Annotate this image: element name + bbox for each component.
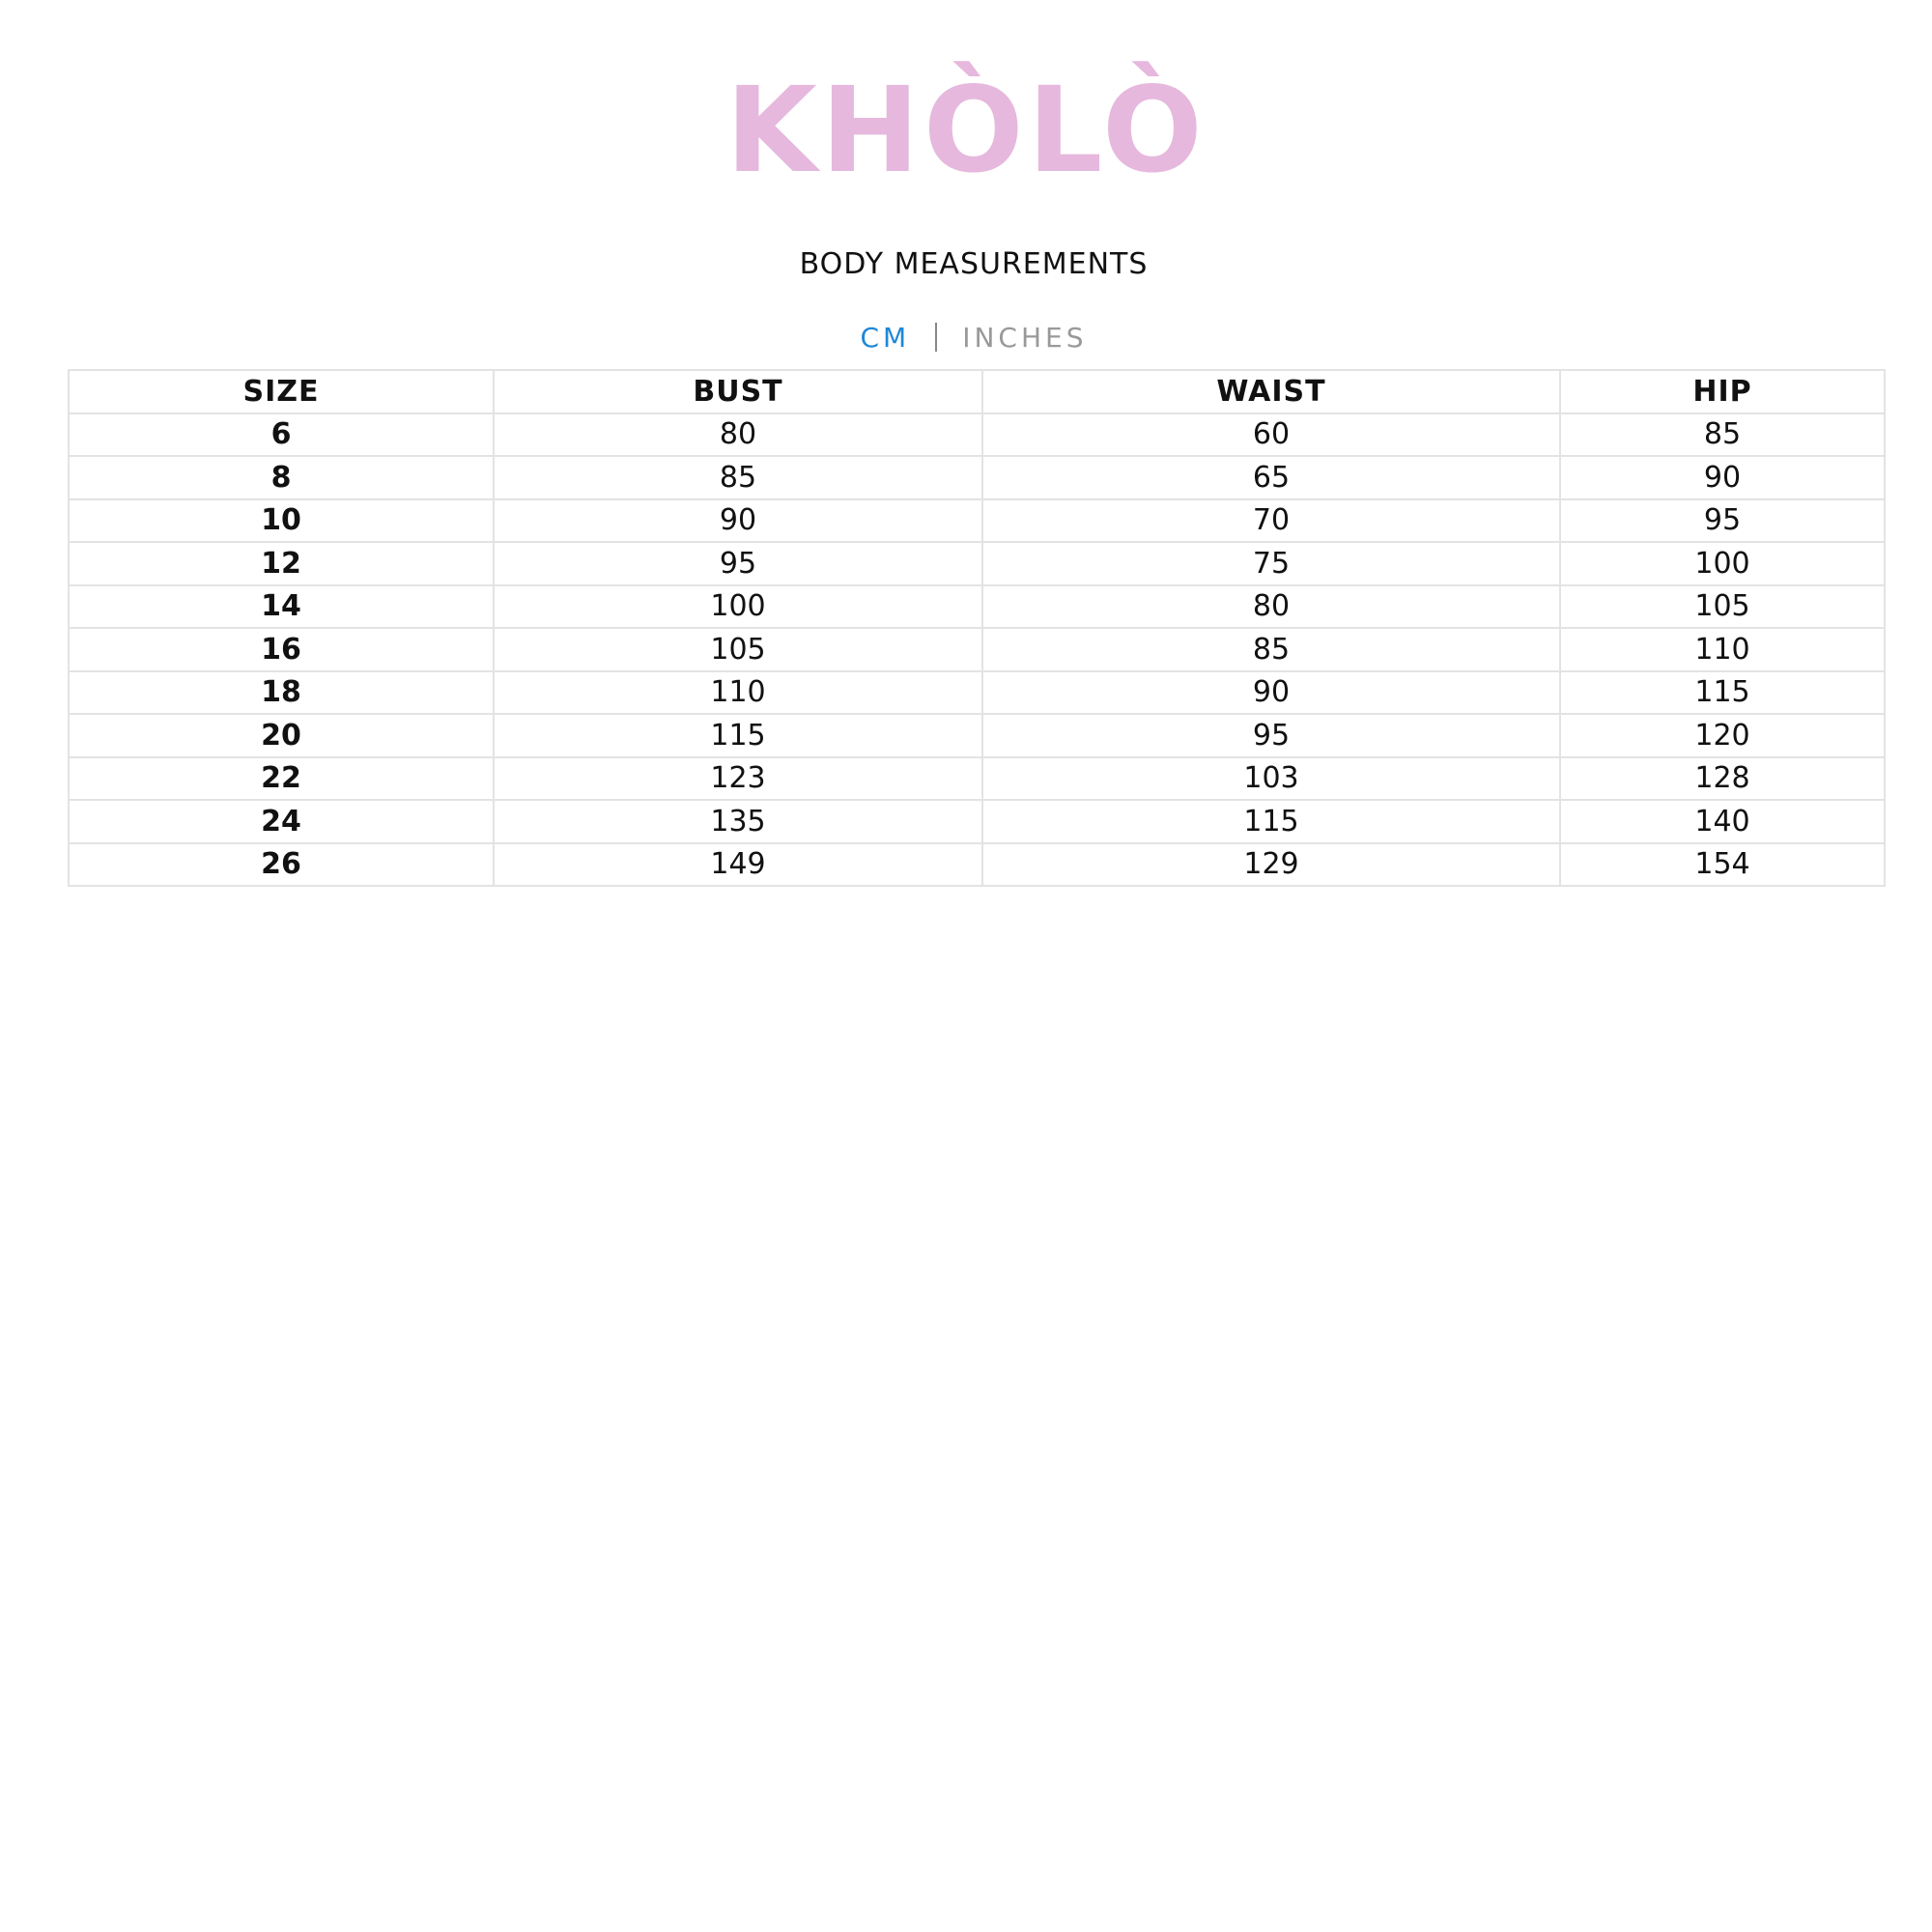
- table-row: [69, 585, 1885, 629]
- size-cell: 12: [69, 542, 494, 585]
- header-hip: HIP: [1560, 370, 1885, 413]
- size-cell: 8: [69, 456, 494, 499]
- size-cell: 10: [69, 499, 494, 543]
- hip-cell: 85: [1560, 413, 1885, 457]
- waist-cell: 95: [982, 714, 1560, 757]
- table-row: [69, 714, 1885, 757]
- header-waist: WAIST: [982, 370, 1560, 413]
- size-cell: 22: [69, 757, 494, 801]
- hip-cell: 90: [1560, 456, 1885, 499]
- table-row: [69, 628, 1885, 671]
- hip-cell: 115: [1560, 671, 1885, 715]
- bust-cell: 115: [494, 714, 982, 757]
- brand-logo: KHÒLÒ: [725, 62, 1207, 199]
- bust-cell: 105: [494, 628, 982, 671]
- table-row: [69, 499, 1885, 543]
- hip-cell: 128: [1560, 757, 1885, 801]
- size-cell: 18: [69, 671, 494, 715]
- header-bust: BUST: [494, 370, 982, 413]
- size-cell: 6: [69, 413, 494, 457]
- table-row: [69, 671, 1885, 715]
- size-cell: 16: [69, 628, 494, 671]
- waist-cell: 90: [982, 671, 1560, 715]
- hip-cell: 120: [1560, 714, 1885, 757]
- unit-cm-tab[interactable]: CM: [860, 322, 911, 354]
- hip-cell: 154: [1560, 843, 1885, 887]
- table-row: [69, 843, 1885, 887]
- waist-cell: 65: [982, 456, 1560, 499]
- waist-cell: 75: [982, 542, 1560, 585]
- header-size: SIZE: [69, 370, 494, 413]
- size-cell: 24: [69, 800, 494, 843]
- bust-cell: 123: [494, 757, 982, 801]
- table-row: [69, 413, 1885, 457]
- hip-cell: 100: [1560, 542, 1885, 585]
- bust-cell: 85: [494, 456, 982, 499]
- waist-cell: 115: [982, 800, 1560, 843]
- size-cell: 20: [69, 714, 494, 757]
- table-row: [69, 800, 1885, 843]
- table-row: [69, 757, 1885, 801]
- size-cell: 26: [69, 843, 494, 887]
- waist-cell: 85: [982, 628, 1560, 671]
- bust-cell: 135: [494, 800, 982, 843]
- unit-toggle: [0, 319, 1932, 357]
- hip-cell: 105: [1560, 585, 1885, 629]
- hip-cell: 140: [1560, 800, 1885, 843]
- bust-cell: 149: [494, 843, 982, 887]
- table-header-row: [69, 370, 1885, 413]
- waist-cell: 129: [982, 843, 1560, 887]
- waist-cell: 103: [982, 757, 1560, 801]
- table-row: [69, 456, 1885, 499]
- bust-cell: 80: [494, 413, 982, 457]
- unit-divider: [935, 323, 937, 352]
- bust-cell: 110: [494, 671, 982, 715]
- page-title: BODY MEASUREMENTS: [799, 247, 1149, 281]
- size-cell: 14: [69, 585, 494, 629]
- bust-cell: 95: [494, 542, 982, 585]
- hip-cell: 110: [1560, 628, 1885, 671]
- size-chart-table: [68, 369, 1886, 887]
- waist-cell: 60: [982, 413, 1560, 457]
- table-row: [69, 542, 1885, 585]
- unit-inches-tab[interactable]: INCHES: [962, 322, 1088, 354]
- table-body: [69, 413, 1885, 887]
- bust-cell: 100: [494, 585, 982, 629]
- waist-cell: 70: [982, 499, 1560, 543]
- bust-cell: 90: [494, 499, 982, 543]
- hip-cell: 95: [1560, 499, 1885, 543]
- waist-cell: 80: [982, 585, 1560, 629]
